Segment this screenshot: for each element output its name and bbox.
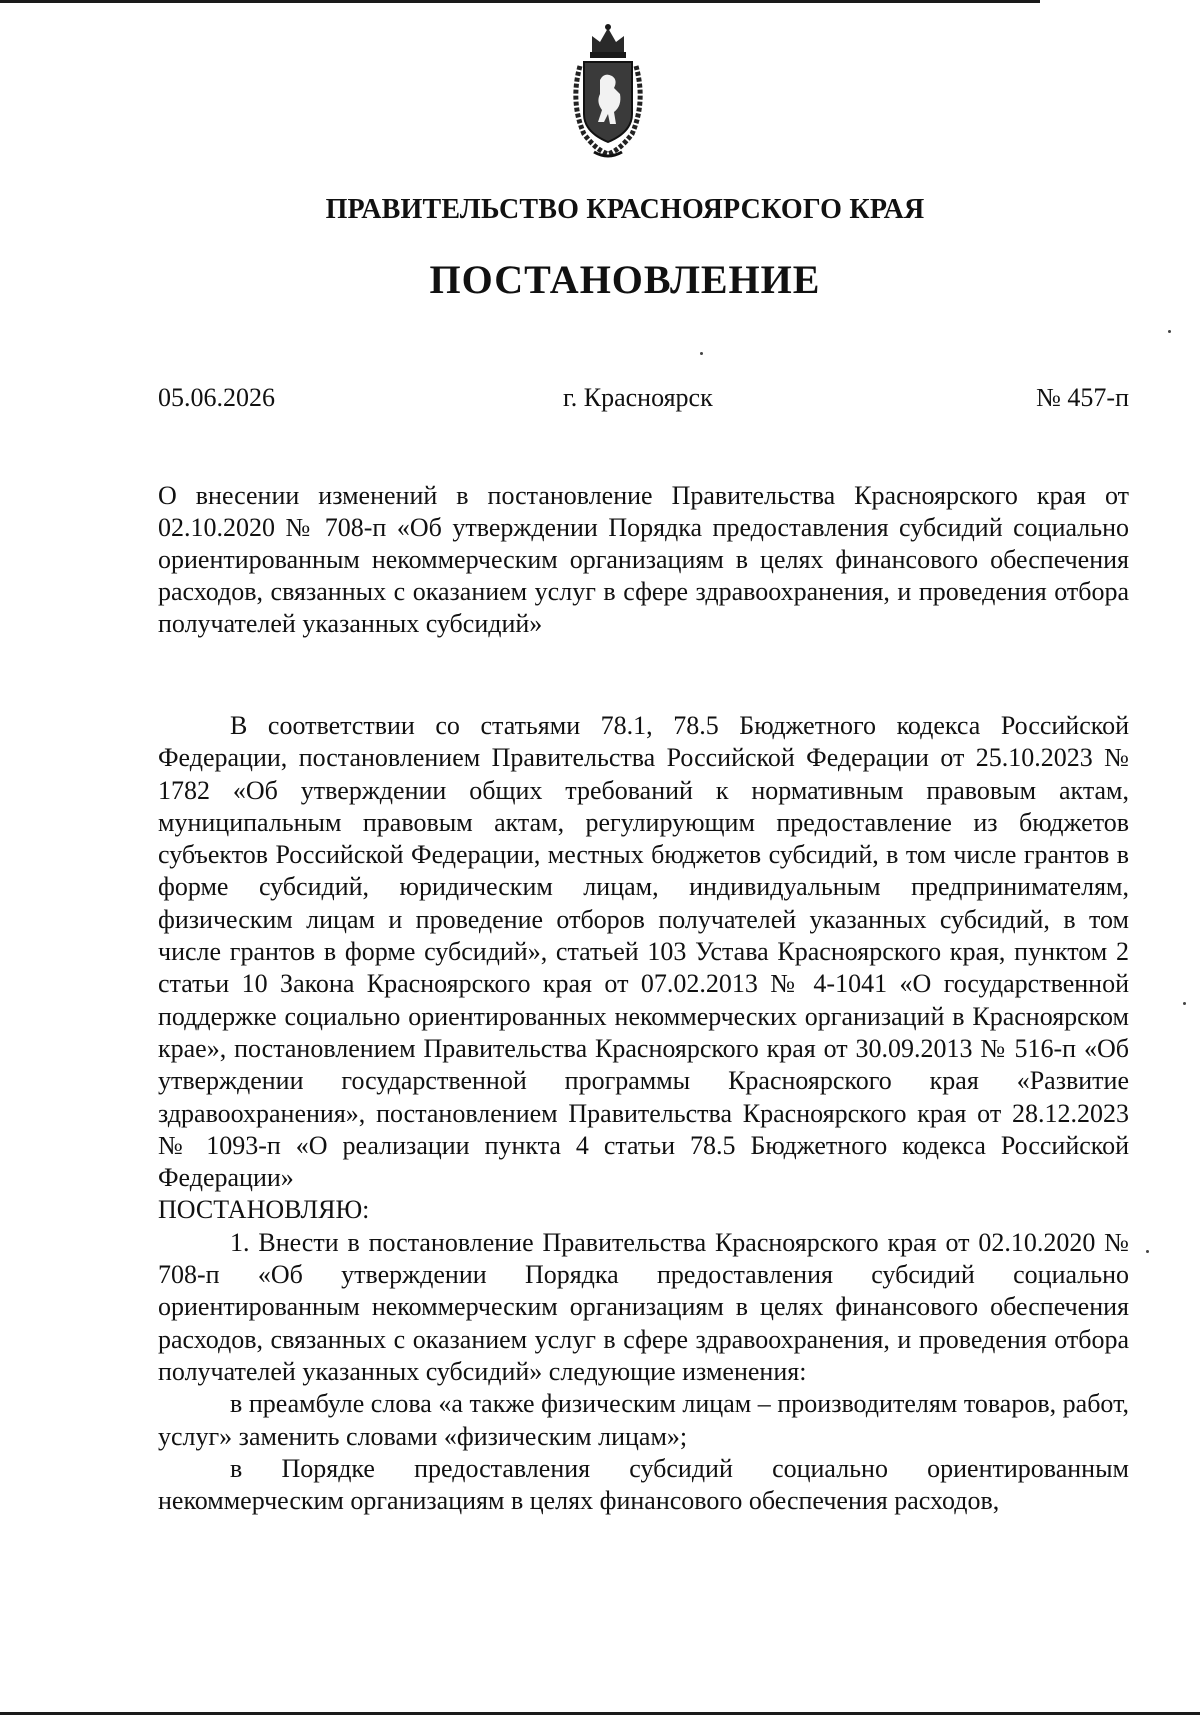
preamble-paragraph: В соответствии со статьями 78.1, 78.5 Бюджетного кодекса Российской Федерации, постановлением Правительства Российской Федерации от 25.10.2023 № 1782 «Об утверждении общих требований к нормативным правовым актам, муниципальным правовым актам, регулирующим предоставление из бюджетов субъектов Российской Федерации, местных бюджетов субсидий, в том числе грантов в форме субсидий, юридическим лицам, индивидуальным предпринимателям, физическим лицам и проведение отборов получателей указанных субсидий, в том числе грантов в форме субсидий», статьей 103 Устава Красноярского края, пунктом 2 статьи 10 Закона Красноярского края от 07.02.2013 № 4-1041 «О государственной поддержке социально ориентированных некоммерческих организаций в Красноярском крае», постановлением Правительства Красноярского края от 30.09.2013 № 516-п «Об утверждении государственной программы Красноярского края «Развитие здравоохранения», постановлением Правительства Красноярского края от 28.12.2023 № 1093-п «О реализации пункта 4 статьи 78.5 Бюджетного кодекса Российской Федерации» [158, 711, 1129, 1193]
document-type: ПОСТАНОВЛЕНИЕ [429, 257, 821, 302]
document-date: 05.06.2026 [158, 383, 275, 412]
scan-speck [700, 352, 703, 355]
scan-speck [1146, 1250, 1149, 1253]
document-city: г. Красноярск [563, 383, 713, 412]
scan-speck [1168, 330, 1171, 333]
document-subject: О внесении изменений в постановление Правительства Красноярского края от 02.10.2020 № 708-п «Об утверждении Порядка предоставления субсидий социально ориентированным некоммерческим организациям в целях финансового обеспечения расходов, связанных с оказанием услуг в сфере здравоохранения, и проведения отбора получателей указанных субсидий» [158, 481, 1129, 638]
scan-edge-bottom [0, 1712, 1200, 1715]
change-1-paragraph: в преамбуле слова «а также физическим лицам – производителям товаров, работ, услуг» заменить словами «физическим лицам»; [158, 1389, 1129, 1451]
document-body [158, 710, 1129, 1517]
coat-of-arms-icon [570, 22, 646, 160]
change-2-paragraph: в Порядке предоставления субсидий социально ориентированным некоммерческим организациям в целях финансового обеспечения расходов, [158, 1453, 1129, 1516]
item-1-paragraph: 1. Внести в постановление Правительства Красноярского края от 02.10.2020 № 708-п «Об утверждении Порядка предоставления субсидий социально ориентированным некоммерческим организациям в целях финансового обеспечения расходов, связанных с оказанием услуг в сфере здравоохранения, и проведения отбора получателей указанных субсидий» следующие изменения: [158, 1227, 1129, 1386]
organization-name: ПРАВИТЕЛЬСТВО КРАСНОЯРСКОГО КРАЯ [325, 194, 925, 225]
decree-word: ПОСТАНОВЛЯЮ: [158, 1195, 370, 1225]
scan-speck [1183, 1002, 1186, 1005]
document-number: № 457-п [1036, 383, 1129, 412]
scan-edge-top [0, 0, 1200, 3]
